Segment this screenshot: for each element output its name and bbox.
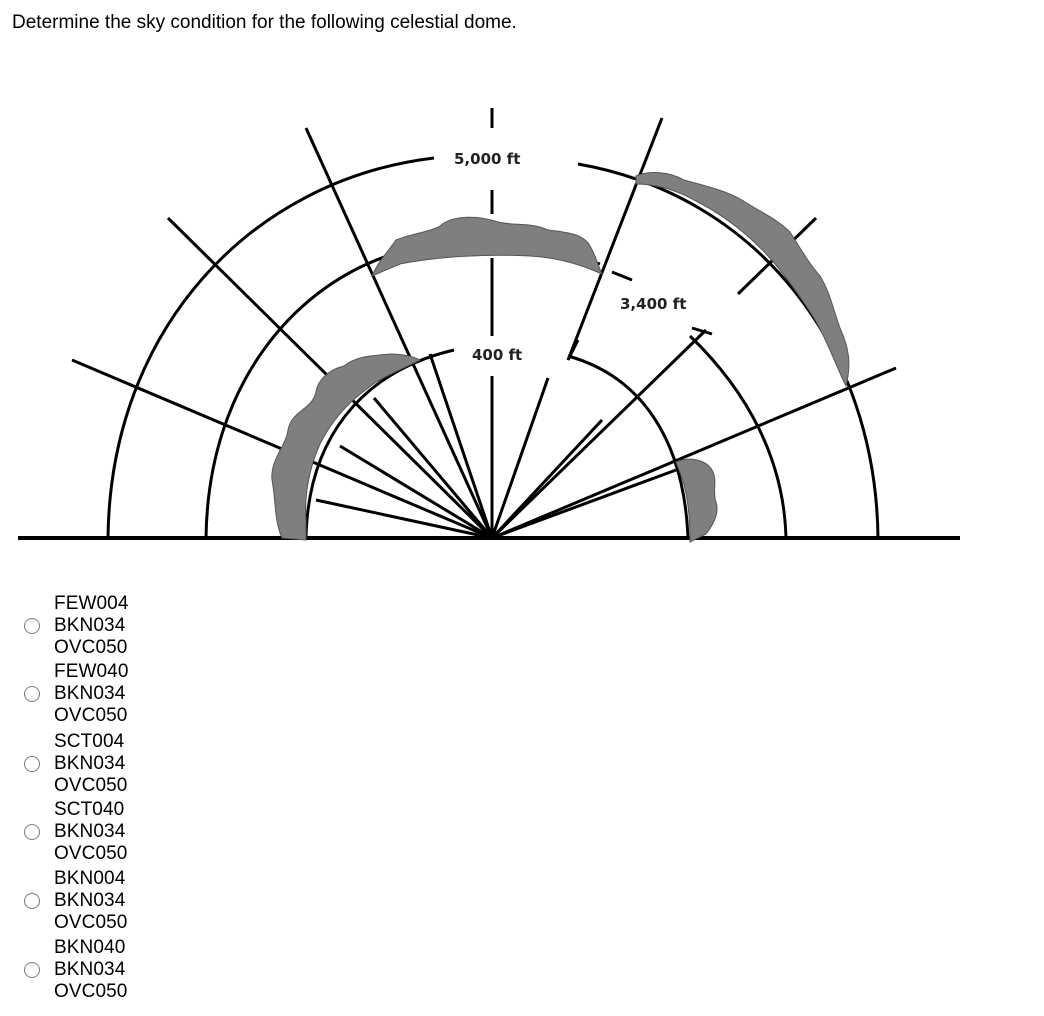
option-label: BKN004 BKN034 OVC050 bbox=[54, 868, 128, 933]
label-5000ft: 5,000 ft bbox=[454, 150, 521, 168]
outer-ring bbox=[108, 158, 434, 538]
option-1[interactable] bbox=[24, 593, 129, 658]
option-2[interactable] bbox=[24, 661, 129, 726]
option-label: FEW040 BKN034 OVC050 bbox=[54, 661, 129, 726]
cloud-mid bbox=[372, 217, 602, 276]
option-3[interactable] bbox=[24, 731, 128, 796]
radial-lines bbox=[72, 118, 896, 538]
label-400ft: 400 ft bbox=[472, 346, 523, 364]
question-text: Determine the sky condition for the following celestial dome. bbox=[12, 12, 517, 33]
radio-button[interactable] bbox=[24, 686, 40, 702]
cloud-high bbox=[636, 173, 849, 386]
cloud-layers bbox=[272, 173, 849, 542]
option-5[interactable] bbox=[24, 868, 128, 933]
radio-button[interactable] bbox=[24, 618, 40, 634]
radio-button[interactable] bbox=[24, 824, 40, 840]
option-label: SCT004 BKN034 OVC050 bbox=[54, 731, 128, 796]
option-6[interactable] bbox=[24, 937, 128, 1002]
radio-button[interactable] bbox=[24, 962, 40, 978]
radio-button[interactable] bbox=[24, 756, 40, 772]
cloud-low-right bbox=[676, 459, 717, 542]
label-3400ft: 3,400 ft bbox=[620, 295, 687, 313]
option-label: SCT040 BKN034 OVC050 bbox=[54, 799, 128, 864]
option-label: FEW004 BKN034 OVC050 bbox=[54, 593, 129, 658]
option-4[interactable] bbox=[24, 799, 128, 864]
radio-button[interactable] bbox=[24, 893, 40, 909]
celestial-dome-diagram bbox=[0, 100, 1044, 560]
option-label: BKN040 BKN034 OVC050 bbox=[54, 937, 128, 1002]
